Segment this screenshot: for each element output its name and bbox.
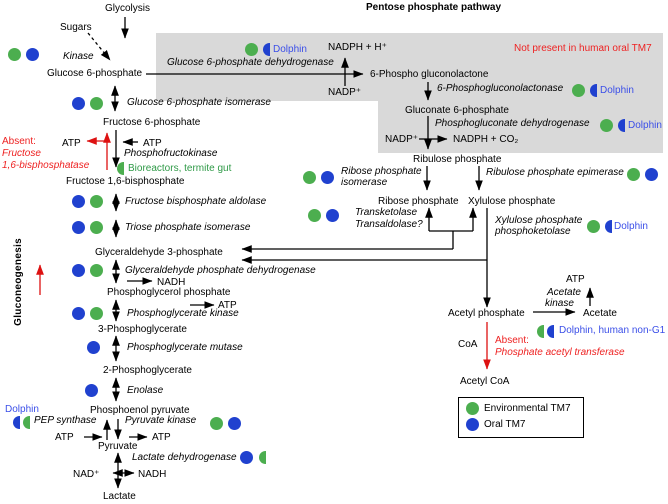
oral-tm7-icon [72, 221, 85, 234]
environmental-tm7-icon [210, 417, 223, 430]
cofactor-nadp-pgd: NADP⁺ [385, 134, 419, 145]
dolphin-note-xpk: Dolphin [614, 221, 648, 232]
metabolite-ribulose-phosphate: Ribulose phosphate [413, 154, 502, 165]
cofactor-nadp-g6pd: NADP⁺ [328, 87, 362, 98]
metabolite-gluconate-6-phosphate: Gluconate 6-phosphate [405, 105, 509, 116]
enzyme-gapdh: Glyceraldehyde phosphate dehydrogenase [125, 265, 316, 276]
enzyme-triose-phosphate-isomerase: Triose phosphate isomerase [125, 222, 251, 233]
oral-tm7-icon [26, 48, 39, 61]
cofactor-atp-bypass: ATP [62, 138, 81, 149]
metabolite-acetyl-coa: Acetyl CoA [460, 376, 510, 387]
cofactor-atp-pgk: ATP [218, 300, 237, 311]
legend-environmental-tm7-icon [466, 402, 479, 415]
metabolite-acetate: Acetate [583, 308, 617, 319]
not-present-note: Not present in human oral TM7 [514, 43, 652, 54]
glycolysis-header: Glycolysis [105, 3, 151, 14]
environmental-tm7-half-icon [23, 416, 30, 429]
cofactor-atp-acetate-kinase: ATP [566, 274, 585, 285]
absent-enzyme-fbpase-line1: Fructose [2, 148, 41, 159]
cofactor-nad-ldh: NAD⁺ [73, 469, 100, 480]
enzyme-g6p-dehydrogenase: Glucose 6-phosphate dehydrogenase [167, 57, 334, 68]
metabolite-xylulose-phosphate: Xylulose phosphate [468, 196, 556, 207]
environmental-tm7-icon [8, 48, 21, 61]
environmental-tm7-icon [627, 168, 640, 181]
cofactor-atp-pyruvate-kinase: ATP [152, 432, 171, 443]
environmental-tm7-icon [587, 220, 600, 233]
oral-tm7-half-icon [605, 220, 612, 233]
dolphin-non-g1-note: Dolphin, human non-G1 [559, 325, 666, 336]
absent-label-pta: Absent: [495, 335, 529, 346]
enzyme-transaldolase: Transaldolase? [355, 219, 423, 230]
oral-tm7-icon [87, 341, 100, 354]
oral-tm7-icon [85, 384, 98, 397]
enzyme-lactate-dehydrogenase: Lactate dehydrogenase [132, 452, 237, 463]
absent-enzyme-fbpase-line2: 1,6-bisphosphatase [2, 160, 90, 171]
metabolite-6-phospho-gluconolactone: 6-Phospho gluconolactone [370, 69, 489, 80]
cofactor-nadph-h: NADPH + H⁺ [328, 42, 387, 53]
dolphin-note-g6pd: Dolphin [273, 44, 307, 55]
metabolite-pyruvate: Pyruvate [98, 441, 138, 452]
enzyme-ribose-phosphate-isomerase-line1: Ribose phosphate [341, 166, 422, 177]
environmental-tm7-icon [90, 97, 103, 110]
enzyme-ribose-phosphate-isomerase-line2: isomerase [341, 177, 388, 188]
environmental-tm7-icon [303, 171, 316, 184]
enzyme-xylulose-phosphoketolase-line2: phosphoketolase [495, 226, 571, 237]
metabolite-ribose-phosphate: Ribose phosphate [378, 196, 459, 207]
gluconeogenesis-axis-label: Gluconeogenesis [13, 238, 24, 326]
environmental-tm7-half-icon [537, 325, 544, 338]
metabolite-glyceraldehyde-3-phosphate: Glyceraldehyde 3-phosphate [95, 247, 223, 258]
legend-oral-label: Oral TM7 [484, 419, 526, 430]
cofactor-nadh-ldh: NADH [138, 469, 167, 480]
metabolite-lactate: Lactate [103, 491, 136, 502]
dolphin-note-pgd: Dolphin [628, 120, 662, 131]
absent-enzyme-pta: Phosphate acetyl transferase [495, 347, 625, 358]
oral-tm7-icon [321, 171, 334, 184]
cofactor-coa: CoA [458, 339, 478, 350]
metabolite-fructose-6-phosphate: Fructose 6-phosphate [103, 117, 201, 128]
metabolite-acetyl-phosphate: Acetyl phosphate [448, 308, 525, 319]
oral-tm7-icon [72, 307, 85, 320]
absent-label-fbpase: Absent: [2, 136, 36, 147]
environmental-tm7-icon [90, 264, 103, 277]
dolphin-note-pep-synthase: Dolphin [5, 404, 39, 415]
enzyme-phosphoglycerate-kinase: Phosphoglycerate kinase [127, 308, 239, 319]
cofactor-nadph-co2: NADPH + CO₂ [453, 134, 519, 145]
legend-environmental-label: Environmental TM7 [484, 403, 571, 414]
metabolite-glucose-6-phosphate: Glucose 6-phosphate [47, 68, 143, 79]
oral-tm7-icon [72, 97, 85, 110]
metabolite-fructose-16-bisphosphate: Fructose 1,6-bisphosphate [66, 176, 185, 187]
environmental-tm7-icon [90, 307, 103, 320]
enzyme-acetate-kinase-line1: Acetate [547, 287, 581, 298]
enzyme-transketolase: Transketolase [355, 207, 418, 218]
enzyme-fbp-aldolase: Fructose bisphosphate aldolase [125, 196, 267, 207]
cofactor-nadh-gapdh: NADH [157, 277, 186, 288]
enzyme-enolase: Enolase [127, 385, 164, 396]
oral-tm7-icon [645, 168, 658, 181]
legend-oral-tm7-icon [466, 418, 479, 431]
metabolite-phosphoenol-pyruvate: Phosphoenol pyruvate [90, 405, 190, 416]
oral-tm7-half-icon [263, 43, 270, 56]
oral-tm7-half-icon [13, 416, 20, 429]
metabolite-phosphoglycerol-phosphate: Phosphoglycerol phosphate [107, 287, 231, 298]
cofactor-atp-pep-synthase: ATP [55, 432, 74, 443]
environmental-tm7-icon [572, 84, 585, 97]
oral-tm7-icon [72, 195, 85, 208]
enzyme-pyruvate-kinase: Pyruvate kinase [125, 415, 197, 426]
cofactor-atp-pfk: ATP [143, 138, 162, 149]
enzyme-phosphoglycerate-mutase: Phosphoglycerate mutase [127, 342, 243, 353]
metabolite-2-phosphoglycerate: 2-Phosphoglycerate [103, 365, 192, 376]
pentose-pathway-header: Pentose phosphate pathway [366, 2, 502, 13]
oral-tm7-icon [326, 209, 339, 222]
enzyme-xylulose-phosphoketolase-line1: Xylulose phosphate [495, 215, 583, 226]
environmental-tm7-icon [308, 209, 321, 222]
metabolite-3-phosphoglycerate: 3-Phosphoglycerate [98, 324, 187, 335]
oral-tm7-icon [72, 264, 85, 277]
sugars-label: Sugars [60, 22, 92, 33]
bioreactors-note: Bioreactors, termite gut [128, 163, 232, 174]
oral-tm7-half-icon [547, 325, 554, 338]
environmental-tm7-half-icon [259, 451, 266, 464]
environmental-tm7-icon [90, 195, 103, 208]
enzyme-g6p-isomerase: Glucose 6-phosphate isomerase [127, 97, 271, 108]
enzyme-phosphogluconate-dehydrogenase: Phosphogluconate dehydrogenase [435, 118, 590, 129]
dolphin-note-lactonase: Dolphin [600, 85, 634, 96]
environmental-tm7-half-icon [117, 162, 124, 175]
oral-tm7-half-icon [590, 84, 597, 97]
environmental-tm7-icon [600, 119, 613, 132]
environmental-tm7-icon [90, 221, 103, 234]
oral-tm7-half-icon [618, 119, 625, 132]
enzyme-phosphofructokinase: Phosphofructokinase [124, 148, 218, 159]
oral-tm7-icon [228, 417, 241, 430]
oral-tm7-icon [240, 451, 253, 464]
enzyme-pep-synthase: PEP synthase [34, 415, 97, 426]
enzyme-6-phosphogluconolactonase: 6-Phosphogluconolactonase [437, 83, 564, 94]
enzyme-kinase: Kinase [63, 51, 94, 62]
legend-box [458, 397, 584, 438]
enzyme-ribulose-phosphate-epimerase: Ribulose phosphate epimerase [486, 167, 624, 178]
enzyme-acetate-kinase-line2: kinase [545, 298, 574, 309]
environmental-tm7-icon [245, 43, 258, 56]
